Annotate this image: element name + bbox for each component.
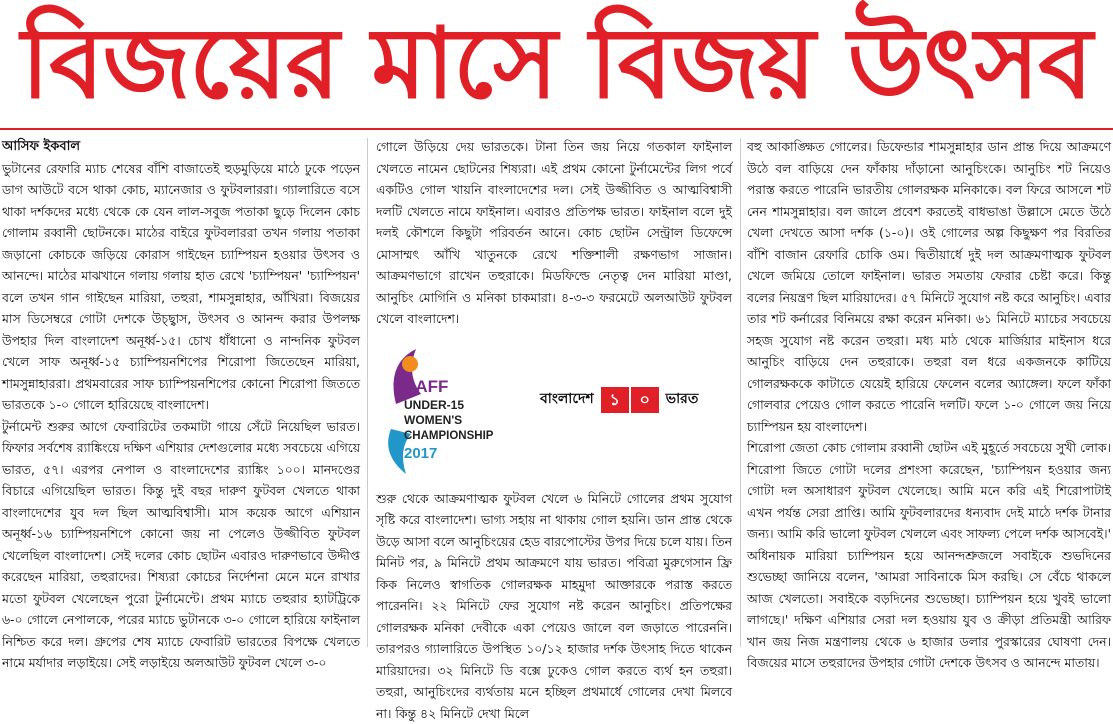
logo-ball-icon (402, 356, 418, 372)
score-line (534, 384, 704, 416)
headline-rule (0, 128, 1113, 130)
column-divider (740, 138, 741, 647)
paragraph: বহু আকাঙ্ক্ষিত গোলের। ডিফেন্ডার শামসুন্নাহার ডান প্রান্ত দিয়ে আক্রমণে উঠে বল বাড়িয়ে দেন ফাঁকায় দাঁড়ানো আনুচিংকে। আনুচিং শট নিয়েও পরাস্ত করতে পারেনি ভারতীয় গোলরক্ষক মনিকাকে। বল ফিরে আসলে শট নেন শামসুন্নাহার। বল জালে প্রবেশ করতেই বাধভাঙা উল্লাসে মেতে উঠে খেলা দেখতে আসা দর্শক (১-০)। ওই গোলের অল্প কিছুক্ষণ পর বিরতির বাঁশি বাজান রেফারি চোকি ওম। দ্বিতীয়ার্ধে দুই দল আক্রমণাত্মক ফুটবল খেলে জমিয়ে তোলে ফাইনাল। ভারত সমতায় ফেরার চেষ্টা করে। কিন্তু বলের নিয়ন্ত্রণ ছিল মারিয়াদের। ৫৭ মিনিটে সুযোগ নষ্ট করে আনুচিং। এবার তার শট কর্নারের বিনিময়ে রক্ষা করেন মনিকা। ৬১ মিনিটে ম্যাচের সবচেয়ে সহজ সুযোগ নষ্ট করেন তহুরা। মধ্য মাঠ থেকে মার্জিয়ার মাইনাস ধরে আনুচিং বাড়িয়ে দেন তহুরাকে। তহুরা বল ধরে একজনকে কাটিয়ে গোলরক্ষককে কাটাতে যেয়েই হারিয়ে ফেলেন বলের অ্যাঙ্গেল। ফলে ফাঁকা গোলবার পেয়েও গোল করতে পারেনি দলটি। ফলে ১-০ গোলে জয় নিয়ে চ্যাম্পিয়ন হয় বাংলাদেশ। (747, 136, 1111, 437)
away-score: ০ (631, 387, 659, 413)
column-divider (367, 138, 368, 647)
article-column-1 (2, 136, 360, 649)
paragraph: টুর্নামেন্ট শুরুর আগে ফেবারিটের তকমাটা গায়ে সেঁটে নিয়েছিল ভারত। ফিফার সর্বশেষ র‌্যাঙ্কিংয়ে দক্ষিণ এশিয়ার দেশগুলোর মধ্যে সবচেয়ে এগিয়ে ভারত, ৫৭। এরপর নেপাল ও বাংলাদেশের র‌্যাঙ্কিং ১০০। মানদণ্ডের বিচারে এগিয়েছিল ভারত। কিন্তু দুই বছর দারুণ ফুটবল খেলতে থাকা বাংলাদেশের যুব দল ছিল আত্মবিশ্বাসী। মাস কয়েক আগে এশিয়ান অনূর্ধ্ব-১৬ চ্যাম্পিয়নশিপে কোনো জয় না পেলেও উজ্জীবিত ফুটবল খেলেছিল বাংলাদেশ। সেই দলের কোচ ছোটন এবারও দারুণভাবে উদ্দীপ্ত করেছেন মারিয়া, তহুরাদের। শিষ্যরা কোচের নির্দেশনা মেনে মনে রাখার মতো ফুটবল খেলেছেন পুরো টুর্নামেন্টে। প্রথম ম্যাচে তহুরার হ্যাটট্রিকে ৬-০ গোলে নেপালকে, পরের ম্যাচে ভুটানকে ৩-০ গোলে হারিয়ে ফাইনাল নিশ্চিত করে দল। গ্রুপের শেষ ম্যাচে ফেবারিট ভারতের বিপক্ষে খেলতে নামে মর্যাদার লড়াইয়ে। সেই লড়াইয়ে অলআউট ফুটবল খেলে ৩-০ (2, 416, 360, 674)
headline: বিজয়ের মাসে বিজয় উৎসব (0, 4, 1113, 124)
article-column-3 (747, 136, 1111, 649)
home-team: বাংলাদেশ (540, 389, 594, 411)
home-score: ১ (601, 387, 629, 413)
logo-line1: UNDER-15 (404, 398, 464, 412)
byline: আসিফ ইকবাল (2, 136, 360, 158)
article-column-2 (376, 136, 732, 649)
paragraph: শুরু থেকে আক্রমণাত্মক ফুটবল খেলে ৬ মিনিটে গোলের প্রথম সুযোগ সৃষ্টি করে বাংলাদেশ। ভাগ্য সহায় না থাকায় গোল হয়নি। ডান প্রান্ত থেকে উড়ে আসা বলে আনুচিংয়ের হেড বারপোস্টের উপর দিয়ে চলে যায়। তিন মিনিট পর, ৯ মিনিটে প্রথম আক্রমণে যায় ভারত। পবিত্রা মুরুগেসান ফ্রি কিক নিলেও স্বাগতিক গোলরক্ষক মাহমুদা আক্তারকে পরাস্ত করতে পারেননি। ২২ মিনিটে ফের সুযোগ নষ্ট করেন আনুচিং। প্রতিপক্ষের গোলরক্ষক মনিকা দেবীকে একা পেয়েও জালে বল জড়াতে পারেননি। তারপরও গ্যালারিতে উপস্থিত ১০/১২ হাজার দর্শক উৎসাহ দিতে থাকেন মারিয়াদের। ৩২ মিনিটে ডি বক্সে ঢুকেও গোল করতে ব্যর্থ হন তহুরা। তহুরা, আনুচিংদের ব্যর্থতায় মনে হচ্ছিল প্রথমার্ধে গোলের দেখা মিলবে না। কিন্তু ৪২ মিনিটে দেখা মিলে (376, 488, 732, 724)
logo-brand: SAFF (404, 377, 448, 396)
logo-year: 2017 (404, 445, 437, 462)
logo-line3: CHAMPIONSHIP (404, 430, 494, 442)
logo-line2: WOMEN'S (404, 413, 462, 427)
paragraph: শিরোপা জেতা কোচ গোলাম রব্বানী ছোটন এই মুহূর্তে সবচেয়ে সুখী লোক। শিরোপা জিতে গোটা দলের প্রশংসা করেছেন, 'চ্যাম্পিয়ন হওয়ার জন্য গোটা দল অসাধারণ ফুটবল খেলেছে। আমি মনে করি এই শিরোপাটাই এখন পর্যন্ত সেরা প্রাপ্তি। আমি ফুটবলারদের ধন্যবাদ দেই মাঠে দর্শক টানার জন্য। আমি করি ভালো ফুটবল খেললে এবং সাফল্য পেলে দর্শক আসবেই।' অধিনায়ক মারিয়া চ্যাম্পিয়ন হয়ে আনন্দশ্রুজলে সবাইকে শুভদিনের শুভেচ্ছা জানিয়ে বলেন, 'আমরা সাবিনাকে মিস করছি। সে বেঁচে থাকলে আজ খেলতো। সবাইকে বড়দিনের শুভেচ্ছা। চ্যাম্পিয়ন হয়ে খুবই ভালো লাগছে।' দক্ষিণ এশিয়ার সেরা দল হওয়ায় যুব ও ক্রীড়া প্রতিমন্ত্রী আরিফ খান জয় নিজ মন্ত্রণালয় থেকে ৬ হাজার ডলার পুরস্কারের ঘোষণা দেন। বিজয়ের মাসে তহুরাদের উপহার গোটা দেশকে উৎসব ও আনন্দে মাতায়। (747, 437, 1111, 674)
paragraph: গোলে উড়িয়ে দেয় ভারতকে। টানা তিন জয় নিয়ে গতকাল ফাইনাল খেলতে নামেন ছোটনের শিষ্যরা। এই প্রথম কোনো টুর্নামেন্টের লিগ পর্বে একটিও গোল খায়নি বাংলাদেশের দল। সেই উজ্জীবিত ও আত্মবিশ্বাসী দলটি খেলতে নামে ফাইনাল। এবারও প্রতিপক্ষ ভারত। ফাইনাল বলে দুই দলই কৌশলে কিছুটা পরিবর্তন আনে। কোচ ছোটন সেন্ট্রাল ডিফেন্সে মোসাম্মৎ আঁখি খাতুনকে রেখে শক্তিশালী রক্ষণভাগ সাজান। আক্রমণভাগে রাখেন তহুরাকে। মিডফিল্ডে নেতৃত্ব দেন মারিয়া মাণ্ডা, আনুচিং মোগিনি ও মনিকা চাকমারা। ৪-৩-৩ ফরমেটে অলআউট ফুটবল খেলে বাংলাদেশ। (376, 136, 732, 330)
logo-score-row (376, 334, 732, 484)
paragraph: ভুটানের রেফারি ম্যাচ শেষের বাঁশি বাজাতেই হুড়মুড়িয়ে মাঠে ঢুকে পড়েন ডাগ আউটে বসে থাকা কোচ, ম্যানেজার ও ফুটবলাররা। গ্যালারিতে বসে থাকা দর্শকদের মধ্যে থেকে কে যেন লাল-সবুজ পতাকা ছুড়ে দিলেন কোচ গোলাম রব্বানী ছোটনকে। মাঠের বাইরে ফুটবলাররা তখন গলায় পতাকা জড়ানো কোচকে জড়িয়ে কোরাস গাইছেন চ্যাম্পিয়ন হওয়ার উৎসব ও আনন্দে। মাঠের মাঝখানে গলায় গলায় হাত রেখে 'চ্যাম্পিয়ন' 'চ্যাম্পিয়ন' বলে তখন গান গাইছেন মারিয়া, তহুরা, শামসুন্নাহার, আঁখিরা। বিজয়ের মাস ডিসেম্বরে গোটা দেশকে উচ্ছ্বাস, উৎসব ও আনন্দ করার উপলক্ষ উপহার দিল বাংলাদেশ অনূর্ধ্ব-১৫। চোখ ধাঁধানো ও নান্দনিক ফুটবল খেলে সাফ অনূর্ধ্ব-১৫ চ্যাম্পিয়নশিপের শিরোপা জিতেছেন মারিয়া, শামসুন্নাহাররা। প্রথমবারের সাফ চ্যাম্পিয়নশিপের কোনো শিরোপা জিততে ভারতকে ১-০ গোলে হারিয়েছে বাংলাদেশ। (2, 158, 360, 416)
saff-championship-logo (376, 334, 526, 484)
away-team: ভারত (666, 389, 699, 411)
